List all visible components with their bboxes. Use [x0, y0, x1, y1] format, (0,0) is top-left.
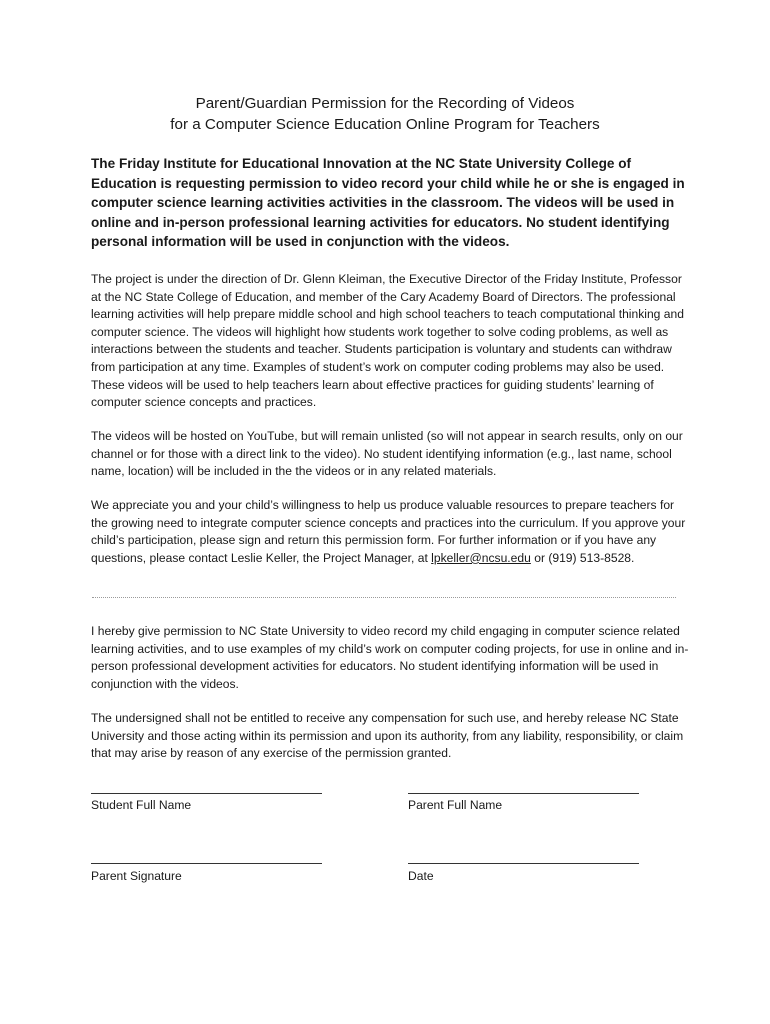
parent-full-name-field[interactable]: [408, 793, 639, 794]
document-title-line2: for a Computer Science Education Online Program for Teachers: [170, 116, 600, 133]
contact-paragraph-text: We appreciate you and your child’s willingness to help us produce valuable resources to prepare teachers for the growing need to integrate computer science concepts and practices into the curriculum. If you approve your child’s participation, please sign and return this permission form. For further information or if you have any questions, please contact Leslie Keller, the Project Manager, at: [91, 498, 686, 565]
consent-paragraph: I hereby give permission to NC State University to video record my child engaging in computer science related learning activities, and to use examples of my child’s work on computer coding projects, for use in online and in-person professional development activities for educators. No student identifying information will be used in conjunction with the videos.: [91, 624, 689, 691]
parent-signature-field[interactable]: [91, 863, 322, 864]
date-field[interactable]: [408, 863, 639, 864]
project-description-paragraph: The project is under the direction of Dr. Glenn Kleiman, the Executive Director of the Friday Institute, Professor at the NC State College of Education, and member of the Cary Academy Board of Directors. The professional learning activities will help prepare middle school and high school teachers to teach computational thinking and computer science. The videos will highlight how students work together to solve coding problems, as well as interactions between the students and teacher. Students participation is voluntary and students can withdraw from participation at any time. Examples of student’s work on computer coding problems may also be used. These videos will be used to help teachers learn about effective practices for guiding students’ learning of computer science concepts and practices.: [91, 272, 684, 410]
parent-full-name-label: Parent Full Name: [408, 798, 503, 812]
contact-paragraph: [91, 497, 691, 567]
intro-paragraph: The Friday Institute for Educational Innovation at the NC State University College of Education is requesting permission to video record your child while he or she is engaged in computer science learning activities activities in the classroom. The videos will be used in online and in-person professional learning activities for educators. No student identifying personal information will be used in conjunction with the videos.: [91, 156, 685, 249]
cut-line-divider: [92, 597, 676, 598]
video-hosting-paragraph: The videos will be hosted on YouTube, but will remain unlisted (so will not appear in search results, only on our channel or for those with a direct link to the video). No student identifying information (e.g., last name, school name, location) will be included in the the videos or in any related materials.: [91, 429, 683, 479]
date-label: Date: [408, 869, 434, 883]
contact-phone-text: or (919) 513-8528.: [530, 550, 635, 565]
student-full-name-label: Student Full Name: [91, 798, 192, 812]
document-title-line1: Parent/Guardian Permission for the Recording of Videos: [195, 95, 575, 112]
contact-email-link[interactable]: lpkeller@ncsu.edu: [431, 550, 531, 565]
student-full-name-field[interactable]: [91, 793, 322, 794]
release-paragraph: The undersigned shall not be entitled to receive any compensation for such use, and hereby release NC State University and those acting within its permission and upon its authority, from any liability, responsibility, or claim that may arise by reason of any exercise of the permission granted.: [91, 711, 684, 761]
parent-signature-label: Parent Signature: [91, 869, 182, 883]
